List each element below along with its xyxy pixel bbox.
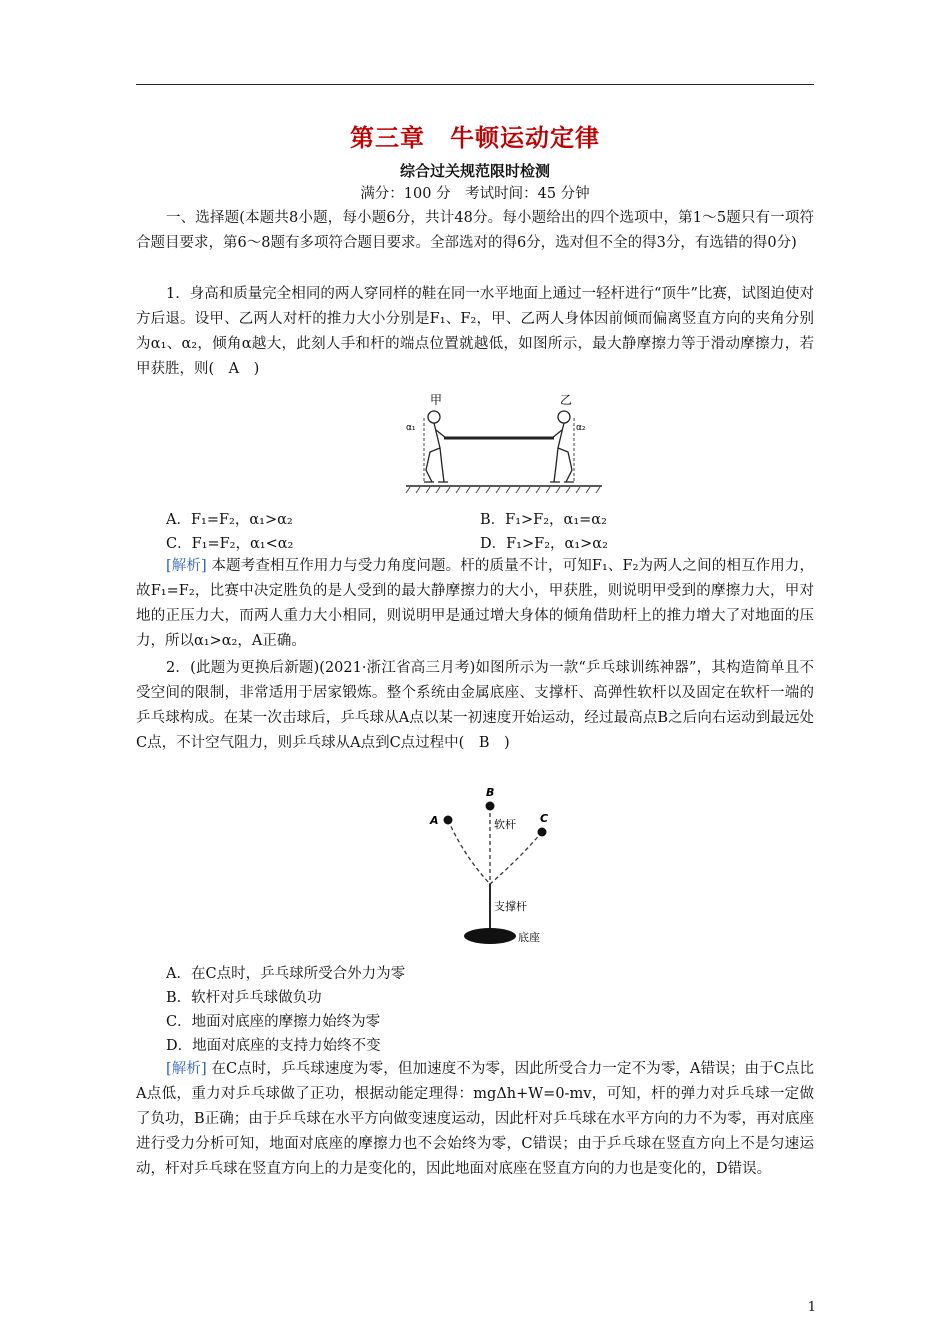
section-intro: 一、选择题(本题共8小题，每小题6分，共计48分。每小题给出的四个选项中，第1～5题只有一项符合题目要求，第6～8题有多项符合题目要求。全部选对的得6分，选对但不全的得3分，有选错的得0分) (136, 210, 814, 251)
q1-option-a: A．F₁=F₂，α₁>α₂ (166, 512, 293, 528)
angle-left-label: α₁ (406, 423, 416, 433)
person-left (424, 411, 448, 482)
analysis-tag: [解析] (166, 558, 207, 574)
question-1-figure (404, 390, 604, 494)
q2-option-b: B．软杆对乒乓球做负功 (166, 990, 322, 1006)
label-a: A (430, 814, 439, 827)
analysis-text: 本题考查相互作用力与受力角度问题。杆的质量不计，可知F₁、F₂为两人之间的相互作用力，故F₁=F₂，比赛中决定胜负的是人受到的最大静摩擦力的大小，甲获胜，则说明甲受到的摩擦力大，甲对地的正压力大，而两人重力大小相同，则说明甲是通过增大身体的倾角借助杆上的推力增大了对地面的压力，所以α₁>α₂，A正确。 (136, 558, 814, 649)
q2-option-c: C．地面对底座的摩擦力始终为零 (166, 1014, 381, 1030)
base-label: 底座 (518, 931, 540, 944)
analysis-text: 在C点时，乒乓球速度为零，但加速度不为零，因此所受合力一定不为零，A错误；由于C点比A点低，重力对乒乓球做了正功，根据动能定理得：mgΔh+W=0-mv，可知，杆的弹力对乒乓球一定做了负功，B正确；由于乒乓球在水平方向做变速度运动，因此杆对乒乓球在水平方向的力不为零，再对底座进行受力分析可知，地面对底座的摩擦力也不会始终为零，C错误；由于乒乓球在竖直方向上不是匀速运动，杆对乒乓球在竖直方向上的力是变化的，因此地面对底座在竖直方向的力也是变化的，D错误。 (136, 1061, 814, 1177)
exam-subtitle: 综合过关规范限时检测 (399, 162, 550, 180)
label-jia: 甲 (430, 393, 443, 407)
ball-c (538, 828, 547, 837)
question-2-stem: 2．(此题为更换后新题)(2021·浙江省高三月考)如图所示为一款“乒乓球训练神器”，其构造简单且不受空间的限制，非常适用于居家锻炼。整个系统由金属底座、支撑杆、高弹性软杆以及固定在软杆一端的乒乓球构成。在某一次击球后，乒乓球从A点以某一初速度开始运动，经过最高点B之后向右运动到最远处C点，不计空气阻力，则乒乓球从A点到C点过程中( B ) (136, 660, 814, 751)
q1-option-c: C．F₁=F₂，α₁<α₂ (166, 536, 294, 552)
analysis-tag: [解析] (166, 1061, 207, 1077)
question-2-figure (424, 786, 560, 948)
ball-a (444, 816, 453, 825)
ball-b (486, 802, 495, 811)
q2-option-d: D．地面对底座的支持力始终不变 (166, 1038, 381, 1054)
angle-right-label: α₂ (576, 423, 586, 433)
q2-analysis (136, 1057, 814, 1182)
q1-option-d: D．F₁>F₂，α₁>α₂ (480, 536, 608, 552)
q1-option-b: B．F₁>F₂，α₁=α₂ (480, 512, 607, 528)
soft-rod-label: 软杆 (494, 818, 516, 831)
label-yi: 乙 (560, 393, 573, 407)
q2-option-a: A．在C点时，乒乓球所受合外力为零 (166, 966, 406, 982)
q1-analysis (136, 554, 814, 654)
ground-hatch (406, 486, 602, 493)
person-right (550, 411, 574, 482)
support-rod-label: 支撑杆 (494, 900, 527, 913)
label-b: B (486, 786, 495, 799)
soft-rod-right (490, 832, 542, 884)
header-rule (136, 84, 814, 85)
soft-rod-left (448, 820, 490, 884)
page-number: 1 (807, 1300, 816, 1315)
exam-meta: 满分：100 分 考试时间：45 分钟 (360, 186, 590, 202)
base (464, 928, 516, 944)
label-c: C (540, 812, 549, 825)
chapter-title: 第三章 牛顿运动定律 (350, 123, 600, 152)
question-1-stem: 1．身高和质量完全相同的两人穿同样的鞋在同一水平地面上通过一轻杆进行“顶牛”比赛，试图迫使对方后退。设甲、乙两人对杆的推力大小分别是F₁、F₂，甲、乙两人身体因前倾而偏离竖直方向的夹角分别为α₁、α₂，倾角α越大，此刻人手和杆的端点位置就越低，如图所示，最大静摩擦力等于滑动摩擦力，若甲获胜，则( A ) (136, 286, 814, 377)
